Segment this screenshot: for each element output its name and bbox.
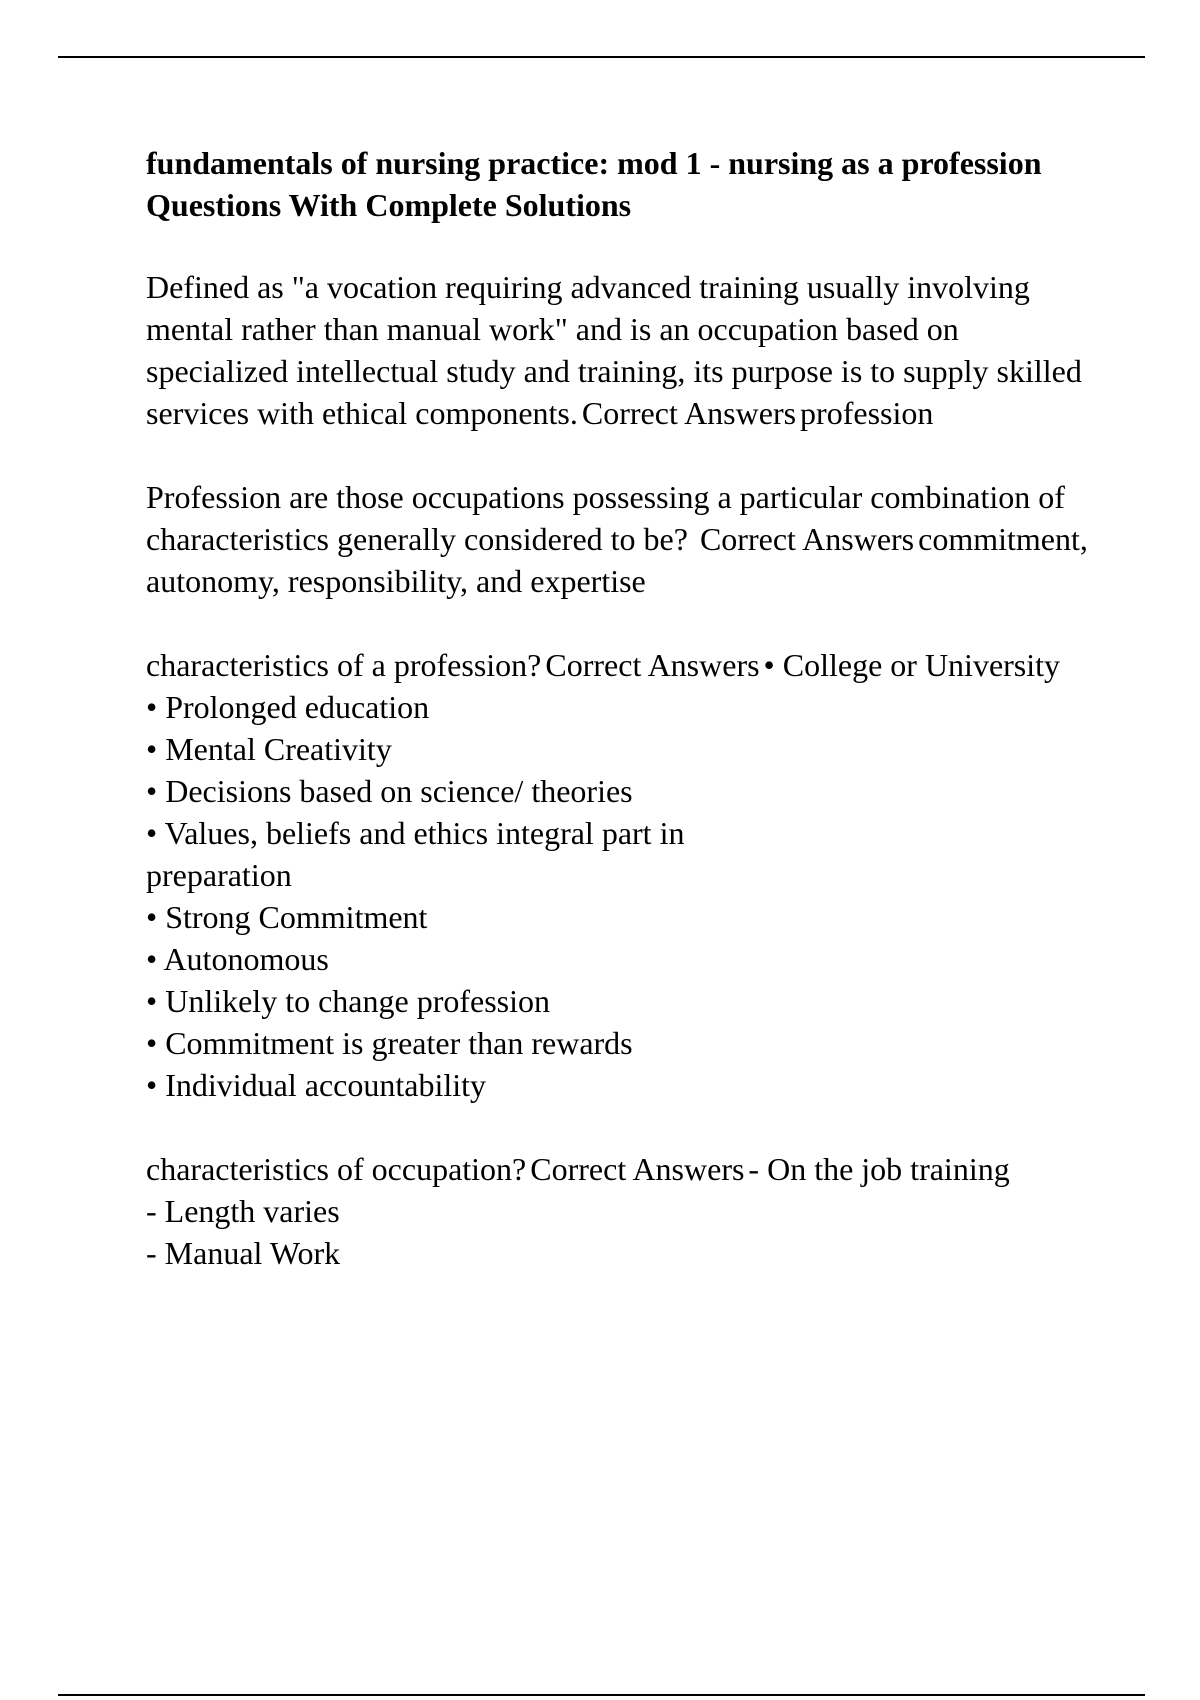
document-body xyxy=(146,142,1106,1316)
answer-bullet: • Individual accountability xyxy=(146,1067,486,1103)
answer-bullet: - Manual Work xyxy=(146,1235,341,1271)
answer-label: Correct Answers xyxy=(530,1151,745,1187)
question-text: Profession are those occupations possessing a particular combination of characteristics generally considered to be? xyxy=(146,479,1065,557)
answer-bullet: • Commitment is greater than rewards xyxy=(146,1025,633,1061)
answer-bullet: • College or University xyxy=(763,647,1061,683)
answer-bullet: • Values, beliefs and ethics integral part in preparation xyxy=(146,815,685,893)
answer-text: profession xyxy=(800,395,934,431)
answer-label: Correct Answers xyxy=(699,521,915,557)
answer-text: commitment, autonomy, responsibility, and expertise xyxy=(146,521,1088,599)
question-text: characteristics of a profession? xyxy=(146,647,542,683)
answer-bullet: • Mental Creativity xyxy=(146,731,392,767)
answer-bullet: • Decisions based on science/ theories xyxy=(146,773,633,809)
answer-bullet: • Autonomous xyxy=(146,941,329,977)
qa-item xyxy=(146,644,1106,1106)
qa-item xyxy=(146,476,1106,602)
qa-item xyxy=(146,266,1106,434)
bottom-rule xyxy=(58,1694,1145,1696)
document-title: fundamentals of nursing practice: mod 1 - nursing as a profession Questions With Complete Solutions xyxy=(146,145,1042,223)
answer-bullet: - On the job training xyxy=(748,1151,1010,1187)
answer-label: Correct Answers xyxy=(545,647,760,683)
qa-item xyxy=(146,1148,1106,1274)
top-rule xyxy=(58,56,1145,58)
answer-bullet: - Length varies xyxy=(146,1193,340,1229)
answer-bullet: • Prolonged education xyxy=(146,689,430,725)
answer-bullet: • Strong Commitment xyxy=(146,899,428,935)
answer-label: Correct Answers xyxy=(581,395,797,431)
question-text: characteristics of occupation? xyxy=(146,1151,527,1187)
question-text: Defined as "a vocation requiring advanced training usually involving mental rather than manual work" and is an occupation based on specialized intellectual study and training, its purpose is to supply skilled services with ethical components. xyxy=(146,269,1082,431)
answer-bullet: • Unlikely to change profession xyxy=(146,983,550,1019)
